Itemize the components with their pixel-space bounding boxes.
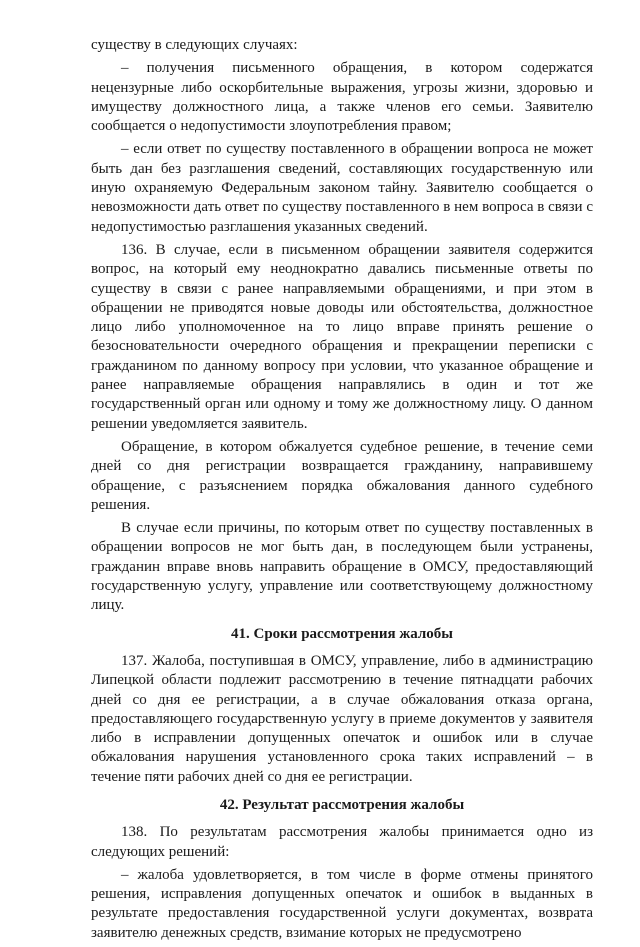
paragraph-intro: существу в следующих случаях: bbox=[91, 37, 298, 53]
paragraph-138: 138. По результатам рассмотрения жалобы принимается одно из следующих решений: bbox=[91, 824, 593, 860]
paragraph-obscene-language: – получения письменного обращения, в котором содержатся нецензурные либо оскорбительные выражения, угрозы жизни, здоровью и имуществу должностного лица, а также членов его семьи. Заявителю сообщается о недопустимости злоупотребления правом; bbox=[91, 60, 593, 135]
section-41-heading: 41. Сроки рассмотрения жалобы bbox=[230, 625, 454, 642]
paragraph-state-secret: – если ответ по существу поставленного в обращении вопроса не может быть дан без разглашения сведений, составляющих государственную или иную охраняемую Федеральным законом тайну. Заявителю сообщается о невозможности дать ответ по существу поставленного в нем вопроса в связи с недопустимостью разглашения указанных сведений. bbox=[91, 141, 593, 235]
document-page bbox=[91, 36, 593, 947]
section-42-heading: 42. Результат рассмотрения жалобы bbox=[219, 796, 465, 813]
paragraph-court-decision: Обращение, в котором обжалуется судебное решение, в течение семи дней со дня регистрации возвращается гражданину, направившему обращение, с разъяснением порядка обжалования данного судебного решения. bbox=[91, 438, 593, 513]
paragraph-complaint-satisfied: – жалоба удовлетворяется, в том числе в форме отмены принятого решения, исправления допущенных опечаток и ошибок в выданных в результате предоставления государственной услуги документах, возврата заявителю денежных средств, взимание которых не предусмотрено bbox=[91, 866, 593, 941]
paragraph-136: 136. В случае, если в письменном обращении заявителя содержится вопрос, на который ему неоднократно давались письменные ответы по существу в связи с ранее направляемыми обращениями, и при этом в обращении не приводятся новые доводы или обстоятельства, должностное лицо либо уполномоченное на то лицо вправе принять решение о безосновательности очередного обращения и прекращении переписки с гражданином по данному вопросу при условии, что указанное обращение и ранее направляемые обращения направлялись в один и тот же государственный орган или одному и тому же должностному лицу. О данном решении уведомляется заявитель. bbox=[91, 241, 593, 432]
paragraph-causes-eliminated: В случае если причины, по которым ответ по существу поставленных в обращении вопросов не мог быть дан, в последующем были устранены, гражданин вправе вновь направить обращение в ОМСУ, предоставляющий государственную услугу, управление или соответствующему должностному лицу. bbox=[91, 520, 593, 614]
paragraph-137: 137. Жалоба, поступившая в ОМСУ, управление, либо в администрацию Липецкой области подлежит рассмотрению в течение пятнадцати рабочих дней со дня ее регистрации, а в случае обжалования отказа органа, предоставляющего государственную услугу в приеме документов у заявителя либо в исправлении допущенных опечаток и ошибок или в случае обжалования нарушения установленного срока таких исправлений – в течение пяти рабочих дней со дня ее регистрации. bbox=[91, 652, 593, 785]
